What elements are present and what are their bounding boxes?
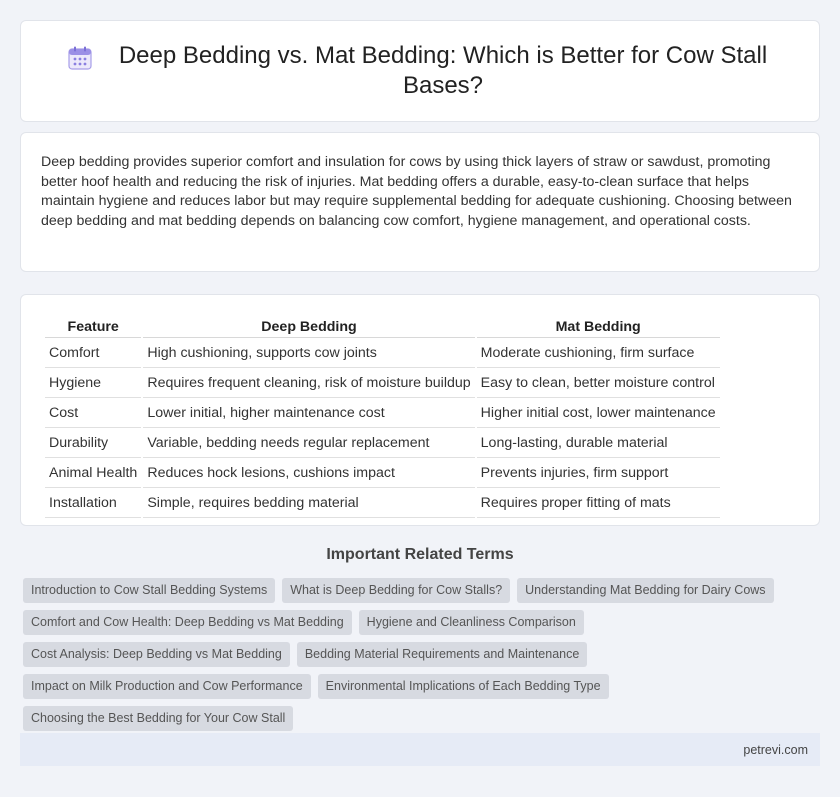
page-title: Deep Bedding vs. Mat Bedding: Which is Better for Cow Stall Bases? [118, 42, 768, 99]
table-row [45, 458, 720, 488]
table-cell: Higher initial cost, lower maintenance [477, 398, 720, 428]
related-terms-section [20, 546, 820, 731]
table-cell: Requires proper fitting of mats [477, 488, 720, 518]
table-cell: Easy to clean, better moisture control [477, 368, 720, 398]
column-header-feature: Feature [45, 315, 141, 338]
related-term-link[interactable]: Cost Analysis: Deep Bedding vs Mat Bedding [23, 642, 290, 667]
comparison-table-card [20, 294, 820, 526]
related-term-link[interactable]: Choosing the Best Bedding for Your Cow Stall [23, 706, 293, 731]
table-cell: Hygiene [45, 368, 141, 398]
column-header-deep-bedding: Deep Bedding [143, 315, 474, 338]
table-cell: Lower initial, higher maintenance cost [143, 398, 474, 428]
related-term-link[interactable]: Environmental Implications of Each Bedding Type [318, 674, 609, 699]
title-card [20, 20, 820, 122]
table-cell: Animal Health [45, 458, 141, 488]
related-term-link[interactable]: Comfort and Cow Health: Deep Bedding vs Mat Bedding [23, 610, 352, 635]
table-row [45, 368, 720, 398]
table-row [45, 488, 720, 518]
footer-site-link[interactable]: petrevi.com [743, 742, 808, 757]
related-term-link[interactable]: What is Deep Bedding for Cow Stalls? [282, 578, 510, 603]
column-header-mat-bedding: Mat Bedding [477, 315, 720, 338]
table-cell: Simple, requires bedding material [143, 488, 474, 518]
summary-card [20, 132, 820, 272]
table-row [45, 398, 720, 428]
table-cell: Installation [45, 488, 141, 518]
table-row [45, 428, 720, 458]
table-cell: Moderate cushioning, firm surface [477, 338, 720, 368]
table-cell: Reduces hock lesions, cushions impact [143, 458, 474, 488]
related-term-link[interactable]: Bedding Material Requirements and Maintenance [297, 642, 587, 667]
calendar-icon [67, 45, 93, 71]
table-cell: Variable, bedding needs regular replacement [143, 428, 474, 458]
table-cell: Prevents injuries, firm support [477, 458, 720, 488]
table-cell: Durability [45, 428, 141, 458]
related-terms-heading: Important Related Terms [326, 546, 514, 563]
table-row [45, 338, 720, 368]
related-term-link[interactable]: Introduction to Cow Stall Bedding Systems [23, 578, 275, 603]
table-cell: Comfort [45, 338, 141, 368]
related-term-link[interactable]: Impact on Milk Production and Cow Performance [23, 674, 311, 699]
comparison-table [43, 315, 722, 518]
related-terms-list [20, 578, 820, 731]
summary-text: Deep bedding provides superior comfort and insulation for cows by using thick layers of straw or sawdust, promoting better hoof health and reducing the risk of injuries. Mat bedding offers a durable, easy-to-clean surface that helps maintain hygiene and reduces labor but may require supplemental bedding for adequate cushioning. Choosing between deep bedding and mat bedding depends on balancing cow comfort, hygiene management, and operational costs. [41, 154, 792, 229]
table-cell: High cushioning, supports cow joints [143, 338, 474, 368]
table-cell: Requires frequent cleaning, risk of moisture buildup [143, 368, 474, 398]
related-term-link[interactable]: Understanding Mat Bedding for Dairy Cows [517, 578, 773, 603]
title-wrap [67, 41, 773, 101]
table-cell: Long-lasting, durable material [477, 428, 720, 458]
related-term-link[interactable]: Hygiene and Cleanliness Comparison [359, 610, 584, 635]
table-cell: Cost [45, 398, 141, 428]
table-header-row [45, 315, 720, 338]
footer [20, 733, 820, 766]
